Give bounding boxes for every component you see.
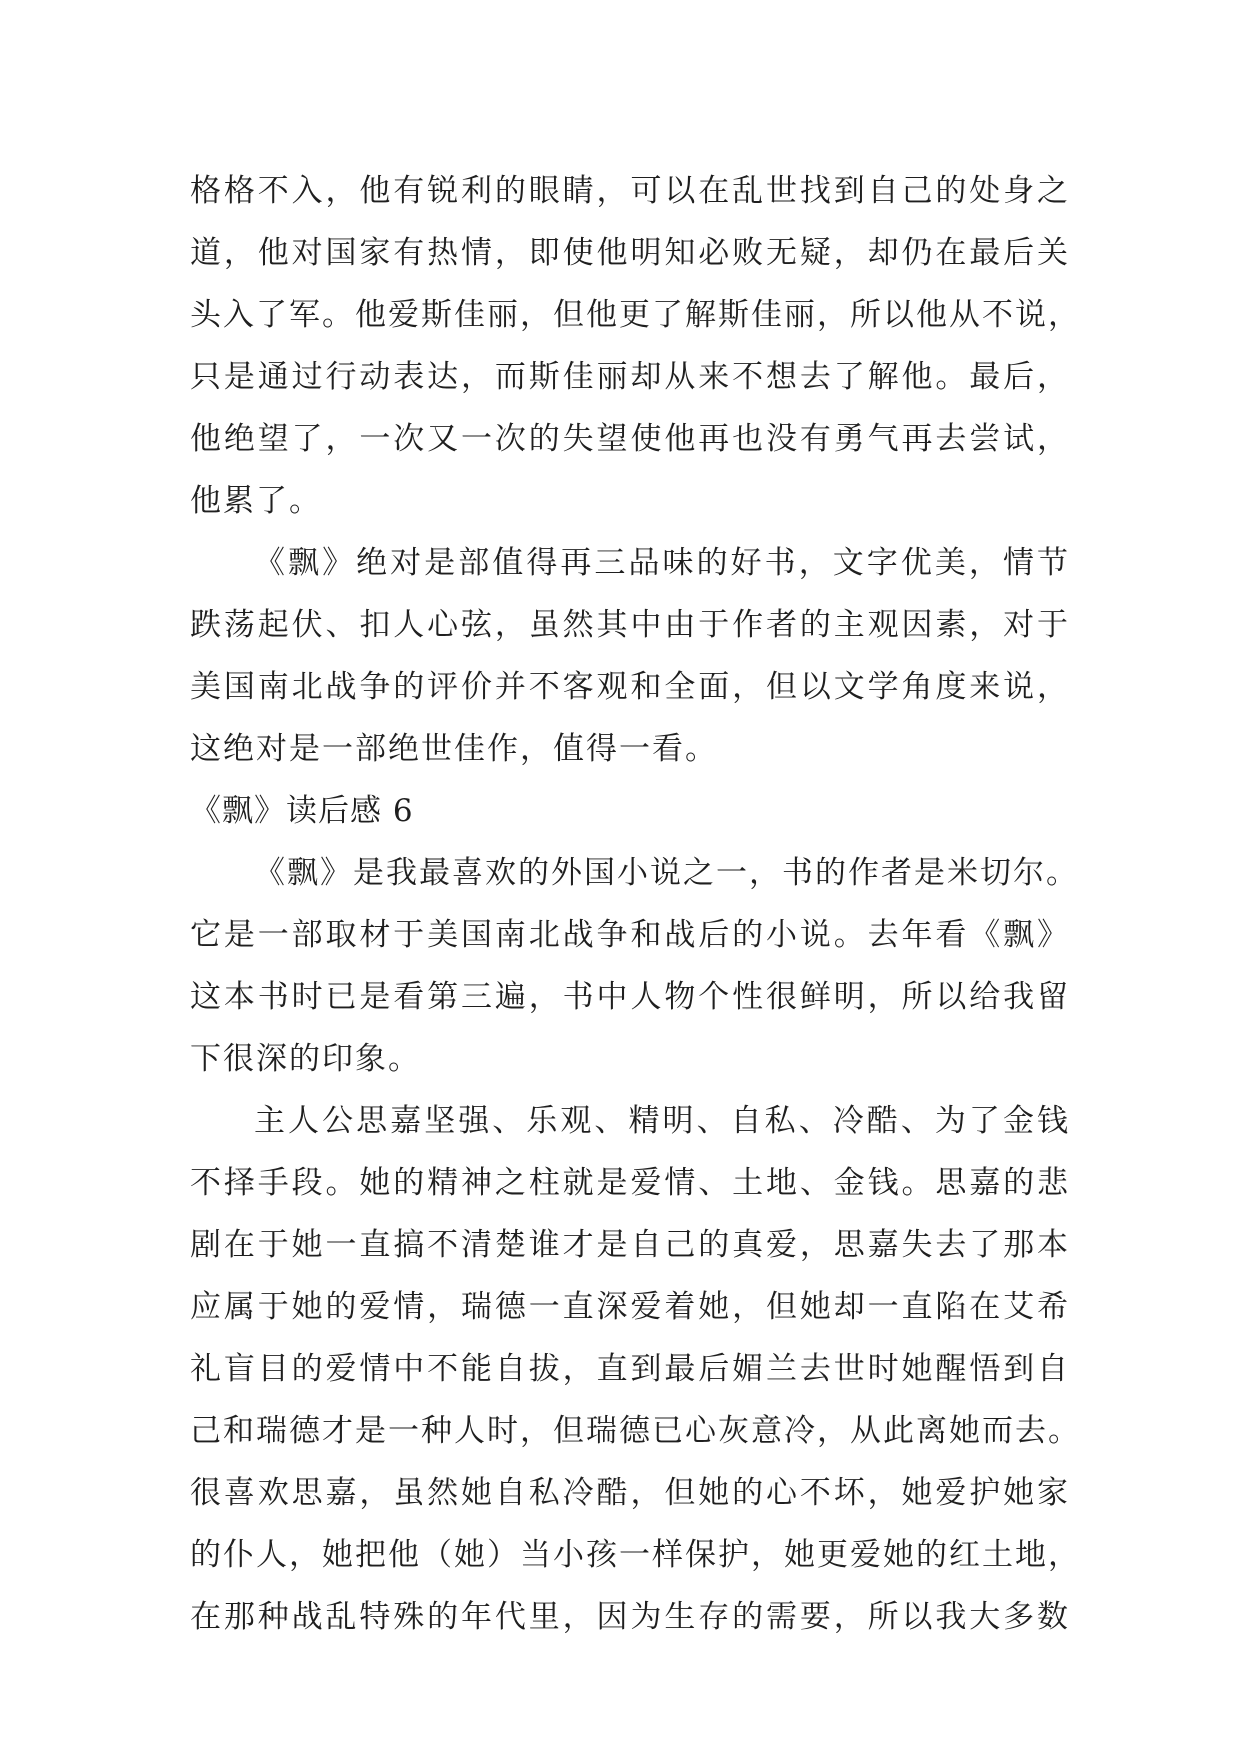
text-line: 格格不入，他有锐利的眼睛，可以在乱世找到自己的处身之 bbox=[190, 173, 1070, 209]
text-line: 在那种战乱特殊的年代里，因为生存的需要，所以我大多数 bbox=[190, 1599, 1070, 1635]
text-line: 道，他对国家有热情，即使他明知必败无疑，却仍在最后关 bbox=[190, 235, 1070, 271]
text-line: 礼盲目的爱情中不能自拔，直到最后媚兰去世时她醒悟到自 bbox=[190, 1351, 1070, 1387]
text-line: 头入了军。他爱斯佳丽，但他更了解斯佳丽，所以他从不说， bbox=[190, 297, 1081, 333]
text-line: 他绝望了，一次又一次的失望使他再也没有勇气再去尝试， bbox=[190, 421, 1070, 457]
text-line: 它是一部取材于美国南北战争和战后的小说。去年看《飘》 bbox=[190, 917, 1070, 953]
section-heading: 《飘》读后感 6 bbox=[190, 793, 414, 829]
text-line: 剧在于她一直搞不清楚谁才是自己的真爱，思嘉失去了那本 bbox=[190, 1227, 1070, 1263]
text-line: 主人公思嘉坚强、乐观、精明、自私、冷酷、为了金钱 bbox=[254, 1103, 1070, 1139]
text-line: 只是通过行动表达，而斯佳丽却从来不想去了解他。最后， bbox=[190, 359, 1070, 395]
text-line: 他累了。 bbox=[190, 483, 322, 519]
text-line: 下很深的印象。 bbox=[190, 1041, 421, 1077]
text-line: 跌荡起伏、扣人心弦，虽然其中由于作者的主观因素，对于 bbox=[190, 607, 1070, 643]
text-line: 的仆人，她把他（她）当小孩一样保护，她更爱她的红土地， bbox=[190, 1537, 1081, 1573]
text-line: 《飘》是我最喜欢的外国小说之一，书的作者是米切尔。 bbox=[254, 855, 1079, 891]
document-body bbox=[190, 160, 1081, 1648]
text-line: 《飘》绝对是部值得再三品味的好书，文字优美，情节 bbox=[254, 545, 1070, 581]
text-line: 不择手段。她的精神之柱就是爱情、土地、金钱。思嘉的悲 bbox=[190, 1165, 1070, 1201]
text-line: 这绝对是一部绝世佳作，值得一看。 bbox=[190, 731, 718, 767]
text-line: 很喜欢思嘉，虽然她自私冷酷，但她的心不坏，她爱护她家 bbox=[190, 1475, 1070, 1511]
text-line: 这本书时已是看第三遍，书中人物个性很鲜明，所以给我留 bbox=[190, 979, 1070, 1015]
text-line: 己和瑞德才是一种人时，但瑞德已心灰意冷，从此离她而去。 bbox=[190, 1413, 1081, 1449]
text-line: 应属于她的爱情，瑞德一直深爱着她，但她却一直陷在艾希 bbox=[190, 1289, 1070, 1325]
text-line: 美国南北战争的评价并不客观和全面，但以文学角度来说， bbox=[190, 669, 1070, 705]
